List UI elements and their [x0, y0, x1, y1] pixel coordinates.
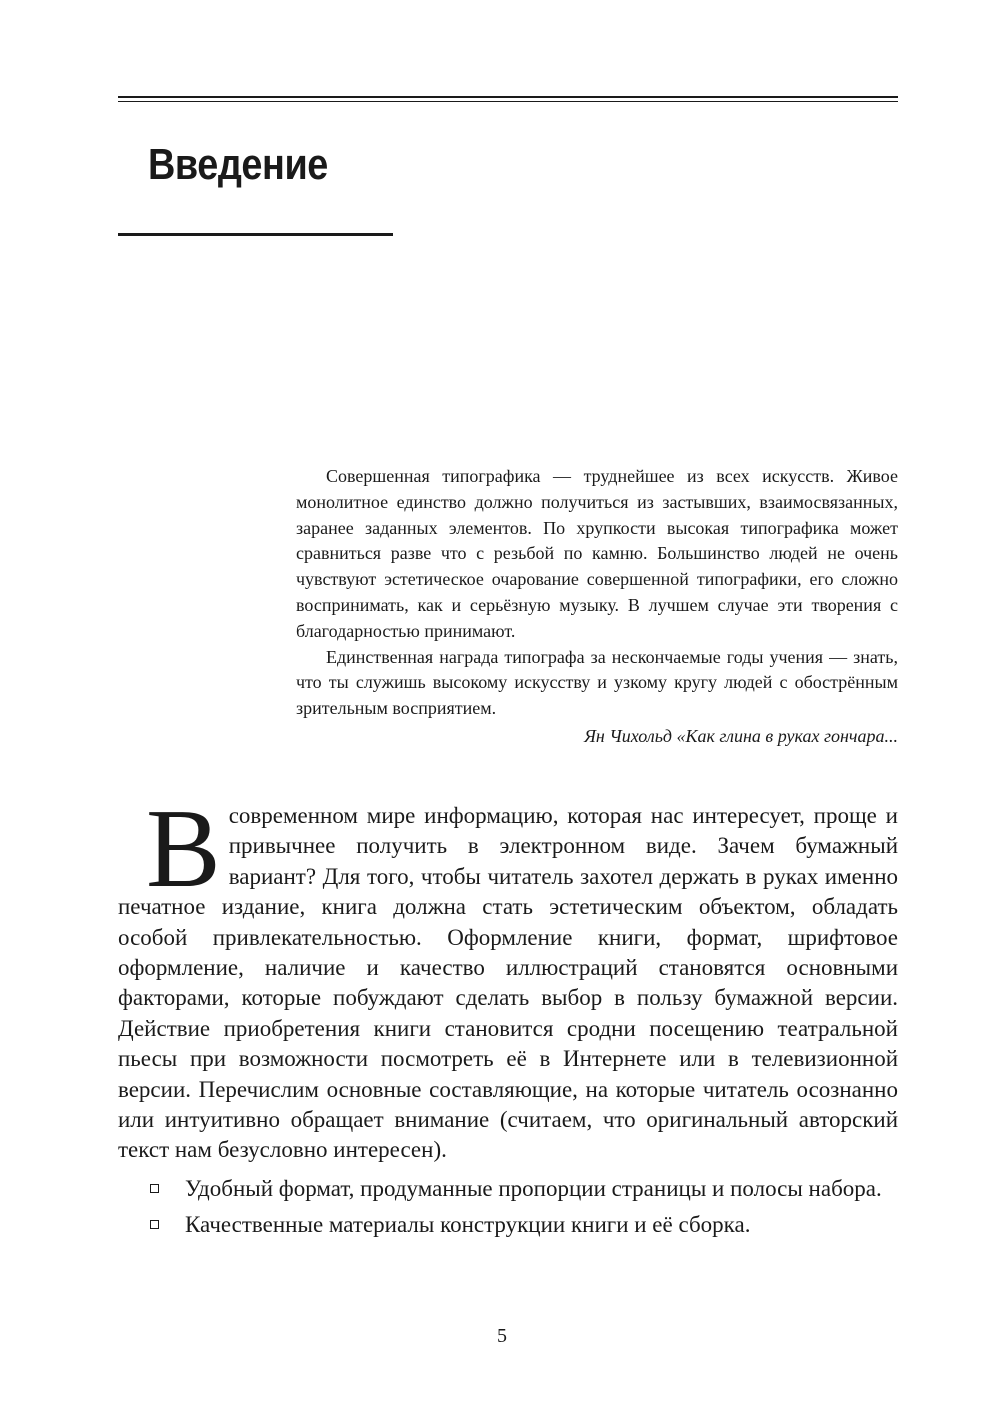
top-double-rule [118, 96, 898, 102]
epigraph [296, 464, 898, 750]
epigraph-author: Ян Чихольд «Как глина в руках гончара... [584, 725, 898, 746]
bullet-list [118, 1174, 898, 1241]
list-item [118, 1174, 898, 1204]
page-number: 5 [497, 1325, 507, 1347]
epigraph-paragraph-2: Единственная награда типографа за нескончаемые годы учения — знать, что ты служишь высокому искусству и узкому кругу людей с обострённым зрительным восприятием. [296, 646, 898, 719]
list-item-text: Качественные материалы конструкции книги и её сборка. [185, 1212, 751, 1238]
list-item [118, 1210, 898, 1240]
top-rule-thick [118, 96, 898, 98]
checkbox-square-icon [150, 1184, 159, 1193]
title-underline [118, 233, 393, 236]
chapter-title: Введение [148, 140, 328, 189]
checkbox-square-icon [150, 1220, 159, 1229]
drop-cap: В [146, 787, 221, 911]
top-rule-thin [118, 101, 898, 102]
body-text [118, 787, 898, 1247]
intro-paragraph-text: современном мире информацию, которая нас интересует, проще и привычнее получить в электронном виде. Зачем бумажный вариант? Для того, чтобы читатель захотел держать в руках именно печатное издание, книга должна стать эстетическим объектом, обладать особой привлекательностью. Оформление книги, формат, шрифтовое оформление, наличие и качество иллюстраций становятся основными факторами, которые побуждают сделать выбор в пользу бумажной версии. Действие приобретения книги становится сродни посещению театральной пьесы при возможности посмотреть её в Интернете или в телевизионной версии. Перечислим основные составляющие, на которые читатель осознанно или интуитивно обращает внимание (считаем, что оригинальный авторский текст нам безусловно интересен). [118, 803, 898, 1163]
epigraph-paragraph-1: Совершенная типографика — труднейшее из всех искусств. Живое монолитное единство должно получиться из застывших, взаимосвязанных, заранее заданных элементов. По хрупкости высокая типографика может сравниться разве что с резьбой по камню. Большинство людей не очень чувствуют эстетическое очарование совершенной типографики, его сложно воспринимать, как и серьёзную музыку. В лучшем случае эти творения с благодарностью принимают. [296, 466, 898, 641]
list-item-text: Удобный формат, продуманные пропорции страницы и полосы набора. [185, 1175, 882, 1201]
intro-paragraph [118, 787, 898, 1166]
